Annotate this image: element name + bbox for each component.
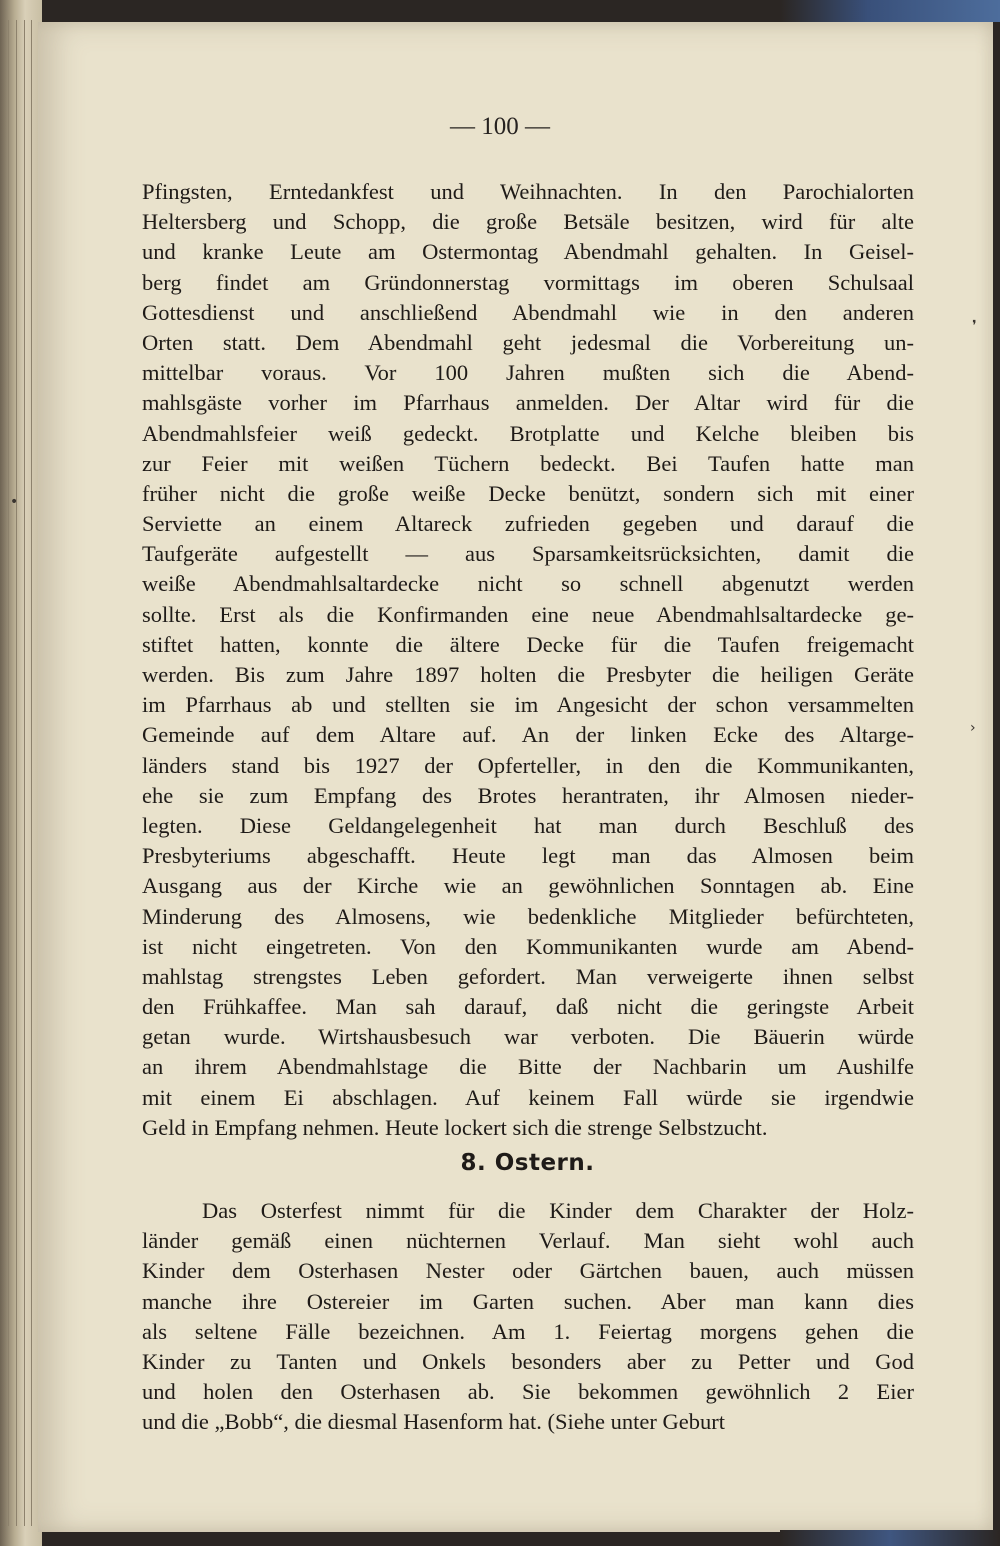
text-line: länders stand bis 1927 der Opferteller, in den die Kommunikanten,	[142, 752, 914, 778]
binding-line	[16, 20, 17, 1526]
margin-mark-icon: •	[10, 494, 19, 510]
margin-mark-icon: ❜	[972, 318, 977, 334]
text-line: Kinder dem Osterhasen Nester oder Gärtchen bauen, auch müssen	[142, 1258, 914, 1284]
section-heading: 8. Ostern.	[460, 1150, 595, 1176]
text-line: Das Osterfest nimmt für die Kinder dem Charakter der Holz-	[202, 1198, 914, 1223]
text-line: und holen den Osterhasen ab. Sie bekommen gewöhnlich 2 Eier	[142, 1379, 914, 1405]
text-line: Gottesdienst und anschließend Abendmahl wie in den anderen	[142, 299, 914, 325]
text-line: und kranke Leute am Ostermontag Abendmahl gehalten. In Geisel-	[142, 239, 914, 265]
text-line: Abendmahlsfeier weiß gedeckt. Brotplatte und Kelche bleiben bis	[142, 420, 914, 446]
text-line: Ausgang aus der Kirche wie an gewöhnlichen Sonntagen ab. Eine	[142, 873, 914, 899]
text-line: als seltene Fälle bezeichnen. Am 1. Feiertag morgens gehen die	[142, 1318, 914, 1344]
text-line: ist nicht eingetreten. Von den Kommunikanten wurde am Abend-	[142, 933, 914, 959]
text-line: mit einem Ei abschlagen. Auf keinem Fall würde sie irgendwie	[142, 1084, 914, 1110]
text-line: sollte. Erst als die Konfirmanden eine neue Abendmahlsaltardecke ge-	[142, 601, 914, 627]
binding-line	[31, 20, 32, 1526]
text-line: Orten statt. Dem Abendmahl geht jedesmal die Vorbereitung un-	[142, 329, 914, 355]
paragraph-ostern	[142, 1196, 914, 1438]
text-line: zur Feier mit weißen Tüchern bedeckt. Bei Taufen hatte man	[142, 450, 914, 476]
text-line: ehe sie zum Empfang des Brotes herantraten, ihr Almosen nieder-	[142, 782, 914, 808]
text-line: Heltersberg und Schopp, die große Betsäle besitzen, wird für alte	[142, 209, 914, 235]
page-number: — 100 —	[450, 113, 550, 140]
text-line: früher nicht die große weiße Decke benützt, sondern sich mit einer	[142, 480, 914, 506]
text-line: Pfingsten, Erntedankfest und Weihnachten. In den Parochialorten	[142, 179, 914, 204]
paragraph-continued	[142, 177, 914, 1143]
text-line: weiße Abendmahlsaltardecke nicht so schnell abgenutzt werden	[142, 571, 914, 597]
text-line: länder gemäß einen nüchternen Verlauf. Man sieht wohl auch	[142, 1228, 914, 1254]
top-cover-edge	[780, 0, 1000, 22]
book-binding	[0, 0, 42, 1546]
bottom-cover-edge	[780, 1530, 1000, 1546]
text-line: Presbyteriums abgeschafft. Heute legt man das Almosen beim	[142, 843, 914, 869]
text-line: manche ihre Ostereier im Garten suchen. Aber man kann dies	[142, 1288, 914, 1314]
text-line: mahlstag strengstes Leben gefordert. Man verweigerte ihnen selbst	[142, 963, 914, 989]
text-line: werden. Bis zum Jahre 1897 holten die Presbyter die heiligen Geräte	[142, 662, 914, 687]
text-line: den Frühkaffee. Man sah darauf, daß nicht die geringste Arbeit	[142, 994, 914, 1020]
text-line: Geld in Empfang nehmen. Heute lockert sich die strenge Selbstzucht.	[142, 1114, 768, 1140]
text-line: mahlsgäste vorher im Pfarrhaus anmelden. Der Altar wird für die	[142, 390, 914, 416]
text-line: getan wurde. Wirtshausbesuch war verboten. Die Bäuerin würde	[142, 1024, 914, 1050]
text-line: Gemeinde auf dem Altare auf. An der linken Ecke des Altarge-	[142, 722, 914, 748]
text-line: und die „Bobb“, die diesmal Hasenform hat. (Siehe unter Geburt	[142, 1409, 725, 1435]
text-line: Serviette an einem Altareck zufrieden gegeben und darauf die	[142, 511, 914, 537]
text-line: legten. Diese Geldangelegenheit hat man durch Beschluß des	[142, 812, 914, 838]
text-line: stiftet hatten, konnte die ältere Decke für die Taufen freigemacht	[142, 631, 914, 657]
text-line: Minderung des Almosens, wie bedenkliche Mitglieder befürchteten,	[142, 903, 914, 929]
text-line: Taufgeräte aufgestellt — aus Sparsamkeitsrücksichten, damit die	[142, 541, 914, 567]
text-line: Kinder zu Tanten und Onkels besonders aber zu Petter und God	[142, 1348, 914, 1374]
text-line: im Pfarrhaus ab und stellten sie im Angesicht der schon versammelten	[142, 692, 914, 718]
binding-line	[24, 20, 25, 1526]
text-line: mittelbar voraus. Vor 100 Jahren mußten sich die Abend-	[142, 360, 914, 386]
text-line: berg findet am Gründonnerstag vormittags im oberen Schulsaal	[142, 269, 914, 295]
margin-mark-icon: ›	[970, 720, 976, 736]
text-line: an ihrem Abendmahlstage die Bitte der Nachbarin um Aushilfe	[142, 1054, 914, 1080]
binding-line	[8, 20, 9, 1526]
